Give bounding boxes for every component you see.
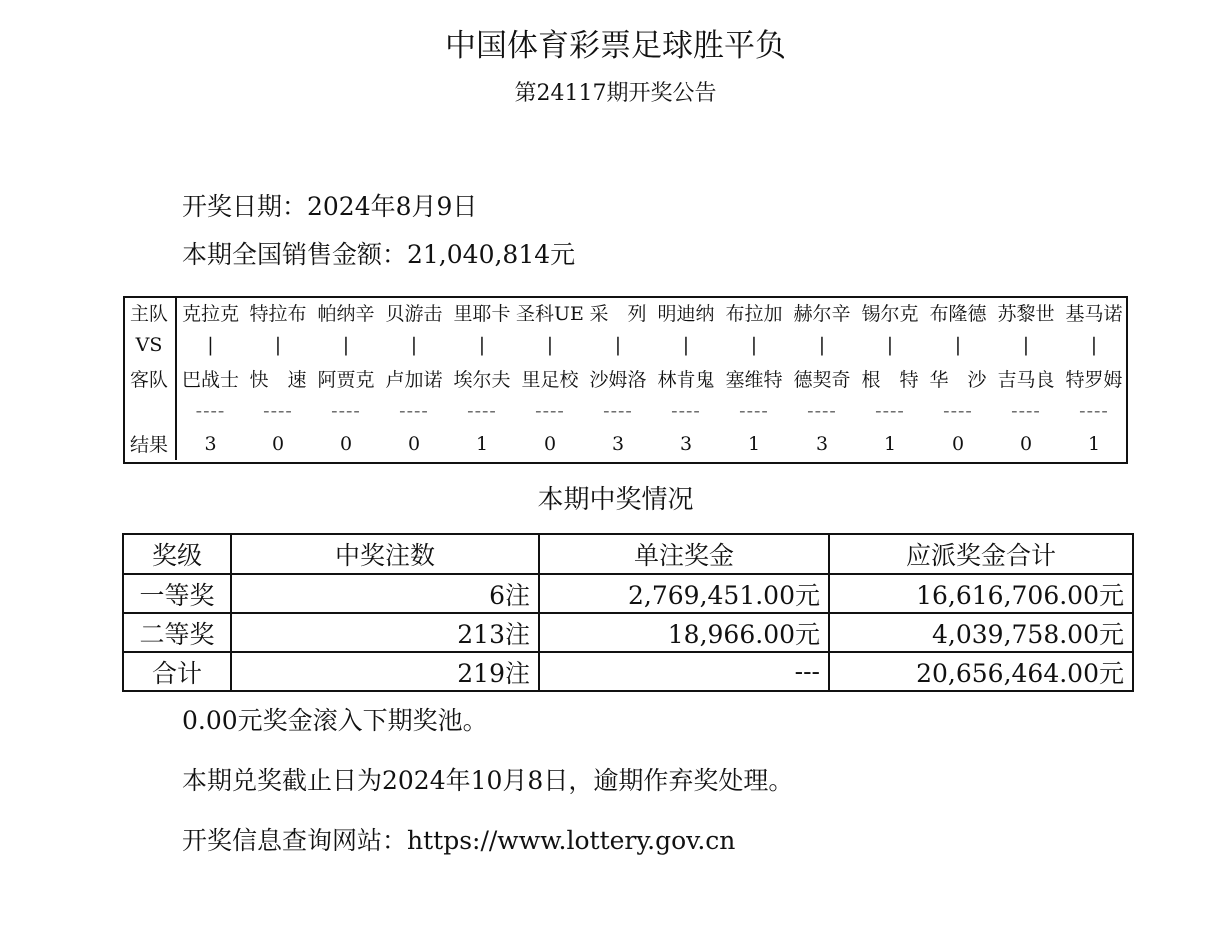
match-away-team: 华 沙 <box>929 368 987 391</box>
match-away-team: 里足校 <box>521 368 579 391</box>
match-dash: ---- <box>535 400 565 422</box>
prize-unit-amount: --- <box>539 652 829 691</box>
prize-level: 合计 <box>123 652 231 691</box>
prize-total-amount: 4,039,758.00元 <box>829 613 1133 652</box>
issue-subtitle: 第24117期开奖公告 <box>514 81 717 106</box>
prize-table <box>122 533 1134 692</box>
deadline-note: 本期兑奖截止日为2024年10月8日，逾期作弃奖处理。 <box>182 766 794 795</box>
match-away-team: 吉马良 <box>997 368 1055 391</box>
match-vs-mark: | <box>682 334 690 356</box>
match-away-team: 根 特 <box>861 368 919 391</box>
prize-unit-amount: 18,966.00元 <box>539 613 829 652</box>
match-dash: ---- <box>399 400 429 422</box>
prize-header: 应派奖金合计 <box>829 534 1133 574</box>
prize-row <box>123 613 1133 652</box>
prize-unit-amount: 2,769,451.00元 <box>539 574 829 613</box>
match-away-team: 特罗姆 <box>1065 368 1123 391</box>
match-dash: ---- <box>1079 400 1109 422</box>
match-home-team: 帕纳辛 <box>317 303 375 325</box>
match-result: 0 <box>1019 432 1033 455</box>
match-away-team: 塞维特 <box>725 368 783 391</box>
match-result: 0 <box>339 432 353 455</box>
match-dash: ---- <box>603 400 633 422</box>
match-result: 3 <box>679 432 693 455</box>
match-result: 1 <box>475 432 489 455</box>
match-vs-mark: | <box>342 334 350 356</box>
match-vs-mark: | <box>750 334 758 356</box>
match-dash: ---- <box>807 400 837 422</box>
match-result: 1 <box>883 432 897 455</box>
match-dash: ---- <box>671 400 701 422</box>
row-label-blank <box>123 395 176 427</box>
match-home-team: 布隆德 <box>929 303 987 325</box>
match-vs-mark: | <box>954 334 962 356</box>
match-vs-mark: | <box>410 334 418 356</box>
match-result: 3 <box>815 432 829 455</box>
match-away-team: 阿贾克 <box>317 368 375 391</box>
website-note: 开奖信息查询网站：https://www.lottery.gov.cn <box>182 826 736 855</box>
prize-header: 奖级 <box>123 534 231 574</box>
match-away-team: 沙姆洛 <box>589 368 647 391</box>
prize-level: 一等奖 <box>123 574 231 613</box>
match-away-team: 巴战士 <box>181 368 239 391</box>
match-home-team: 贝游击 <box>385 303 443 325</box>
row-label-result: 结果 <box>123 427 176 460</box>
prize-header: 中奖注数 <box>231 534 539 574</box>
match-home-team: 采 列 <box>589 303 647 325</box>
match-home-team: 基马诺 <box>1065 303 1123 325</box>
match-away-team: 埃尔夫 <box>453 368 511 391</box>
match-away-team: 林肯鬼 <box>657 368 715 391</box>
match-vs-mark: | <box>274 334 282 356</box>
match-dash: ---- <box>1011 400 1041 422</box>
sales-amount: 本期全国销售金额：21,040,814元 <box>182 240 576 269</box>
match-home-team: 赫尔辛 <box>793 303 851 325</box>
match-home-team: 锡尔克 <box>861 303 919 325</box>
prize-total-amount: 20,656,464.00元 <box>829 652 1133 691</box>
prize-row <box>123 574 1133 613</box>
match-dash: ---- <box>331 400 361 422</box>
page-title: 中国体育彩票足球胜平负 <box>445 28 786 64</box>
match-home-team: 克拉克 <box>181 303 239 325</box>
match-vs-mark: | <box>1090 334 1098 356</box>
match-vs-mark: | <box>207 334 214 356</box>
row-label-home: 主队 <box>123 296 176 329</box>
rollover-note: 0.00元奖金滚入下期奖池。 <box>182 706 488 735</box>
match-dash: ---- <box>467 400 497 422</box>
match-vs-mark: | <box>886 334 894 356</box>
match-dash: ---- <box>739 400 769 422</box>
match-result: 3 <box>611 432 625 455</box>
match-home-team: 明迪纳 <box>657 303 715 325</box>
match-dash: ---- <box>875 400 905 422</box>
match-home-team: 布拉加 <box>725 303 783 325</box>
row-label-away: 客队 <box>123 361 176 395</box>
match-result: 3 <box>204 432 217 455</box>
match-result: 0 <box>543 432 557 455</box>
match-vs-mark: | <box>546 334 554 356</box>
match-dash: ---- <box>195 400 226 422</box>
match-home-team: 圣科UE <box>516 303 584 325</box>
match-vs-mark: | <box>478 334 486 356</box>
prize-row <box>123 652 1133 691</box>
match-vs-mark: | <box>818 334 826 356</box>
match-result: 1 <box>1087 432 1101 455</box>
match-results-table <box>123 296 1128 460</box>
match-dash: ---- <box>943 400 973 422</box>
match-result: 0 <box>271 432 285 455</box>
match-result: 0 <box>951 432 965 455</box>
prize-level: 二等奖 <box>123 613 231 652</box>
match-home-team: 特拉布 <box>249 303 307 325</box>
match-result: 1 <box>747 432 761 455</box>
prize-section-title: 本期中奖情况 <box>537 485 694 515</box>
match-home-team: 里耶卡 <box>453 303 511 325</box>
match-vs-mark: | <box>1022 334 1030 356</box>
match-vs-mark: | <box>614 334 622 356</box>
match-result: 0 <box>407 432 421 455</box>
row-label-vs: VS <box>123 329 176 361</box>
prize-count: 213注 <box>231 613 539 652</box>
prize-header: 单注奖金 <box>539 534 829 574</box>
match-away-team: 德契奇 <box>793 368 851 391</box>
prize-total-amount: 16,616,706.00元 <box>829 574 1133 613</box>
draw-date: 开奖日期：2024年8月9日 <box>182 192 478 221</box>
prize-count: 6注 <box>231 574 539 613</box>
prize-count: 219注 <box>231 652 539 691</box>
match-dash: ---- <box>263 400 293 422</box>
match-away-team: 快 速 <box>249 368 307 391</box>
match-away-team: 卢加诺 <box>385 368 443 391</box>
match-home-team: 苏黎世 <box>997 303 1055 325</box>
